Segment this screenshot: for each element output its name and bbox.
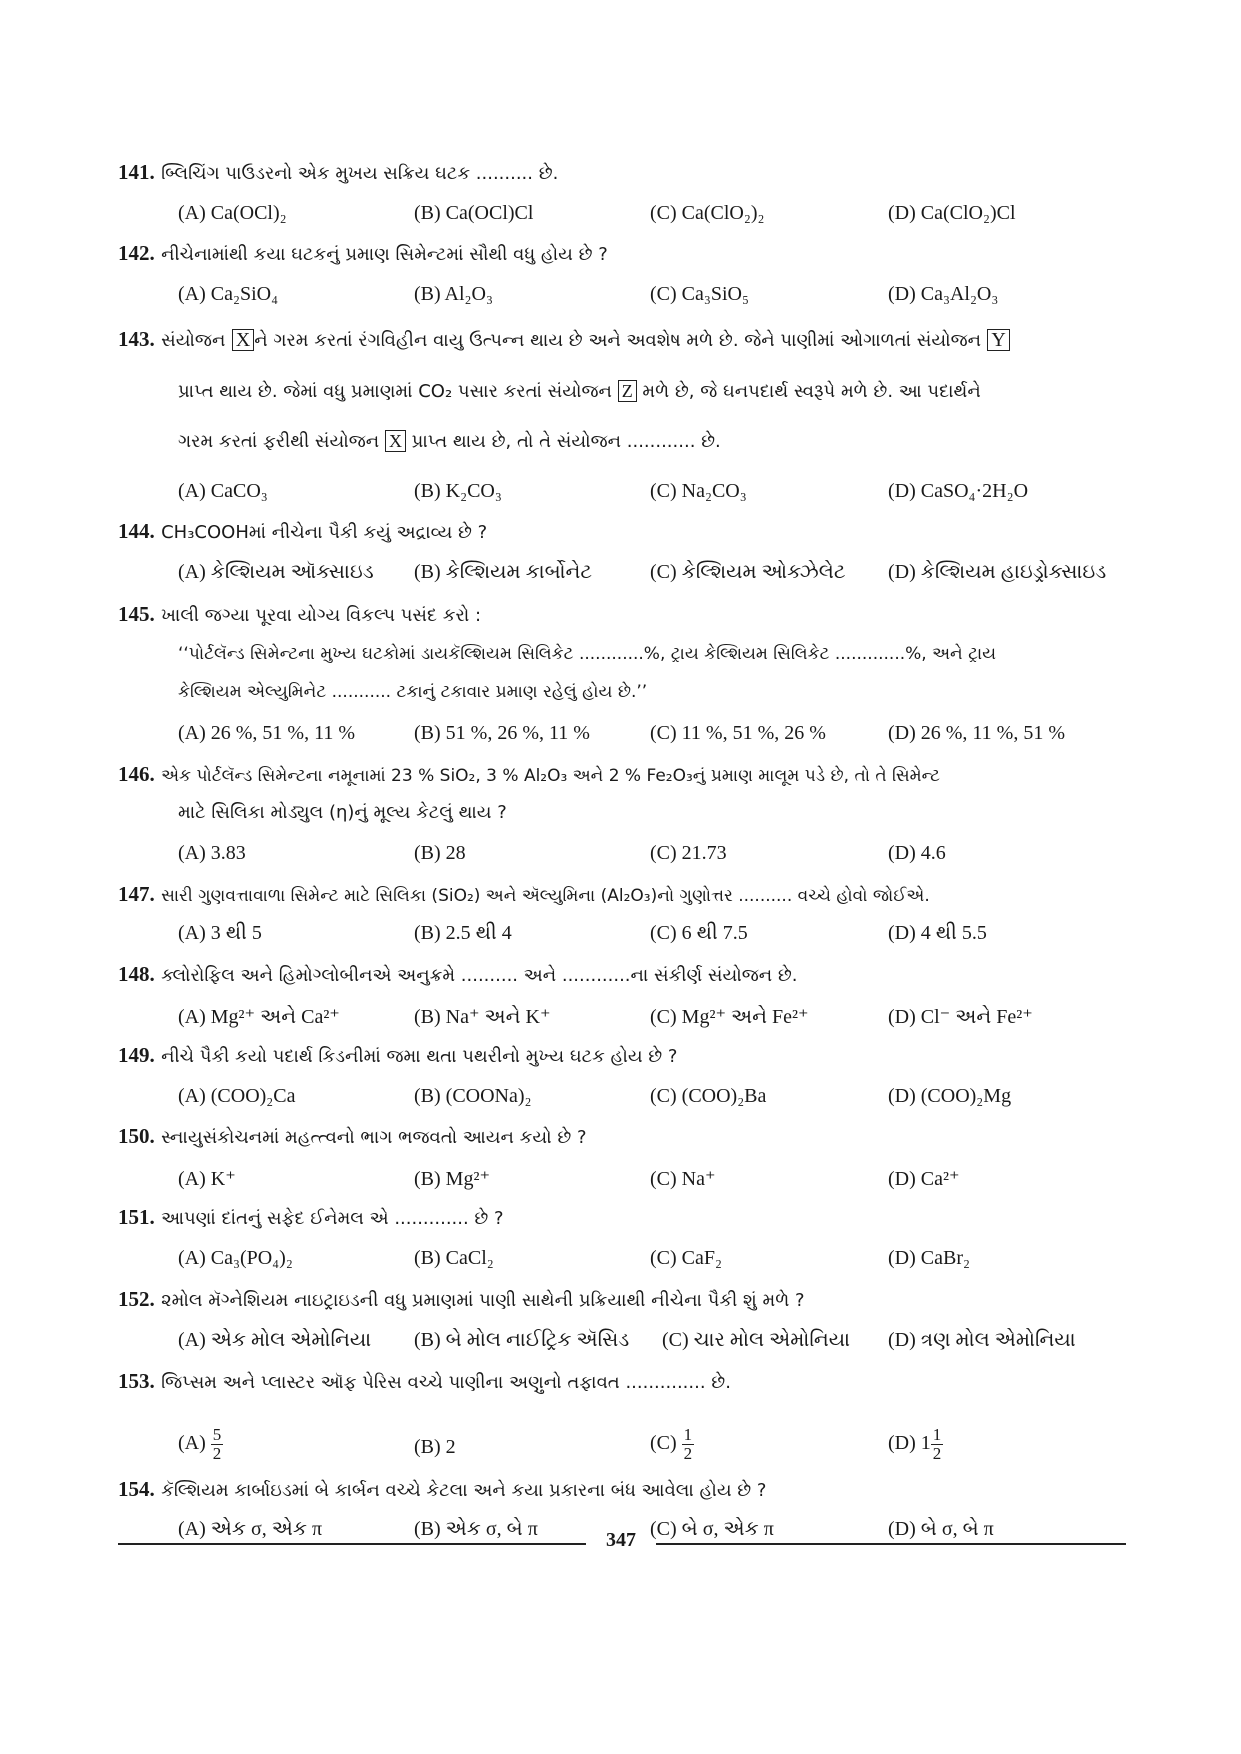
question-stem: આપણાં દાંતનું સફેદ ઈનેમલ એ ............. છે ? <box>161 1208 504 1229</box>
option-a: (A) Ca₂SiO₄ <box>178 283 279 305</box>
options-141 <box>178 202 1138 232</box>
option-b: (B) 28 <box>414 842 466 864</box>
question-143 <box>118 327 1128 353</box>
option-a <box>178 1426 223 1463</box>
option-c: (C) Ca(ClO₂)₂ <box>650 202 765 224</box>
question-number: 153. <box>118 1369 155 1393</box>
option-b: (B) CaCl₂ <box>414 1247 494 1269</box>
compound-box-y: Y <box>987 329 1009 351</box>
question-stem: ખાલી જગ્યા પૂરવા યોગ્ય વિકલ્પ પસંદ કરો : <box>161 605 482 626</box>
question-number: 146. <box>118 762 155 786</box>
option-d: (D) કેલ્શિયમ હાઇડ્રોક્સાઇડ <box>888 561 1107 583</box>
question-150 <box>118 1124 1128 1150</box>
question-146-line-2: માટે સિલિકા મોડ્યુલ (η)નું મૂલ્ય કેટલું થાય ? <box>178 802 507 823</box>
fraction-numerator: 1 <box>932 1425 942 1444</box>
option-d <box>888 1426 943 1463</box>
option-b: (B) K₂CO₃ <box>414 480 502 502</box>
options-150 <box>178 1166 1138 1196</box>
compound-box-z: Z <box>618 380 637 402</box>
option-a: (A) Ca(OCl)₂ <box>178 202 287 224</box>
question-number: 152. <box>118 1287 155 1311</box>
options-143 <box>178 480 1138 510</box>
option-c <box>650 1426 694 1463</box>
question-stem: CH₃COOHમાં નીચેના પૈકી કયું અદ્રાવ્ય છે ? <box>161 522 488 543</box>
options-144 <box>178 561 1138 591</box>
option-d: (D) CaSO₄·2H₂O <box>888 480 1029 502</box>
question-144 <box>118 519 1128 545</box>
option-b: (B) Ca(OCl)Cl <box>414 202 534 224</box>
question-145-line-3: કેલ્શિયમ એલ્યુમિનેટ ........... ટકાનું ટકાવાર પ્રમાણ રહેલું હોય છે.’’ <box>178 682 648 702</box>
question-number: 144. <box>118 519 155 543</box>
option-label: (C) <box>650 1432 677 1455</box>
question-145 <box>118 602 1128 628</box>
option-c: (C) Na₂CO₃ <box>650 480 747 502</box>
options-153 <box>178 1420 1138 1464</box>
option-a: (A) 3 થી 5 <box>178 922 262 944</box>
question-stem: ક્લોરોફિલ અને હિમોગ્લોબીનએ અનુક્રમે .......... અને ............ના સંકીર્ણ સંયોજન છે. <box>161 965 798 986</box>
question-143-line-2 <box>178 380 1138 404</box>
option-b: (B) Na⁺ અને K⁺ <box>414 1006 551 1028</box>
option-label: (A) <box>178 1432 206 1455</box>
question-143-line-3 <box>178 430 1138 454</box>
question-151 <box>118 1205 1128 1231</box>
option-label: (D) 1 <box>888 1432 931 1455</box>
question-stem: ૨મોલ મૅગ્નેશિયમ નાઇટ્રાઇડની વધુ પ્રમાણમાં પાણી સાથેની પ્રક્રિયાથી નીચેના પૈકી શું મળે ? <box>161 1290 805 1311</box>
question-145-line-2: ‘‘પોર્ટલૅન્ડ સિમેન્ટના મુખ્ય ઘટકોમાં ડાયકૅલ્શિયમ સિલિકેટ ............%, ટ્રાય કેલ્શિયમ સિલિકેટ .............%, અને ટ્રાય <box>178 644 997 664</box>
option-a: (A) એક σ, એક π <box>178 1518 323 1540</box>
options-148 <box>178 1004 1138 1034</box>
option-c: (C) 6 થી 7.5 <box>650 922 748 944</box>
option-b: (B) કેલ્શિયમ કાર્બોનેટ <box>414 561 593 583</box>
question-148 <box>118 962 1128 988</box>
question-stem: સારી ગુણવત્તાવાળા સિમેન્ટ માટે સિલિકા (SiO₂) અને ઍલ્યુમિના (Al₂O₃)નો ગુણોત્તર .......... વચ્ચે હોવો જોઈએ. <box>161 886 930 906</box>
option-b: (B) એક σ, બે π <box>414 1518 538 1540</box>
option-c: (C) 21.73 <box>650 842 727 864</box>
option-d: (D) Ca₃Al₂O₃ <box>888 283 999 305</box>
option-b: (B) બે મોલ નાઈટ્રિક ઍસિડ <box>414 1329 630 1351</box>
option-c: (C) 11 %, 51 %, 26 % <box>650 722 826 744</box>
question-number: 148. <box>118 962 155 986</box>
option-a: (A) CaCO₃ <box>178 480 268 502</box>
option-d: (D) CaBr₂ <box>888 1247 970 1269</box>
compound-box-x: X <box>232 329 254 351</box>
question-number: 150. <box>118 1124 155 1148</box>
option-a: (A) 3.83 <box>178 842 246 864</box>
option-c: (C) ચાર મોલ એમોનિયા <box>662 1329 851 1351</box>
option-a: (A) K⁺ <box>178 1168 236 1190</box>
question-stem-part: ને ગરમ કરતાં રંગવિહીન વાયુ ઉત્પન્ન થાય છે અને અવશેષ મળે છે. જેને પાણીમાં ઓગાળતાં સંયોજન <box>254 330 982 351</box>
option-d: (D) Ca(ClO₂)Cl <box>888 202 1016 224</box>
option-c: (C) CaF₂ <box>650 1247 722 1269</box>
fraction-denominator: 2 <box>683 1444 693 1463</box>
option-a: (A) કેલ્શિયમ ઑક્સાઇડ <box>178 561 374 583</box>
text-part: ગરમ કરતાં ફરીથી સંયોજન <box>178 431 380 452</box>
option-b: (B) 2 <box>414 1436 456 1458</box>
question-stem: કૅલ્શિયમ કાર્બાઇડમાં બે કાર્બન વચ્ચે કેટલા અને કયા પ્રકારના બંધ આવેલા હોય છે ? <box>161 1480 767 1501</box>
fraction-numerator: 1 <box>683 1425 693 1444</box>
options-151 <box>178 1247 1138 1277</box>
question-152 <box>118 1287 1128 1313</box>
options-147 <box>178 922 1138 952</box>
options-145 <box>178 722 1138 752</box>
options-152 <box>178 1329 1138 1359</box>
option-d: (D) 26 %, 11 %, 51 % <box>888 722 1066 744</box>
question-stem: નીચે પૈકી કયો પદાર્થ કિડનીમાં જમા થતા પથરીનો મુખ્ય ઘટક હોય છે ? <box>161 1046 678 1067</box>
question-number: 143. <box>118 327 155 351</box>
fraction-denominator: 2 <box>932 1444 942 1463</box>
options-142 <box>178 283 1138 313</box>
question-153 <box>118 1369 1128 1395</box>
options-146 <box>178 842 1138 872</box>
question-number: 154. <box>118 1477 155 1501</box>
question-number: 149. <box>118 1043 155 1067</box>
question-141 <box>118 160 1128 186</box>
option-a: (A) એક મોલ એમોનિયા <box>178 1329 372 1351</box>
fraction-one-half <box>931 1426 944 1463</box>
option-b: (B) (COONa)₂ <box>414 1085 532 1107</box>
question-number: 147. <box>118 882 155 906</box>
option-c: (C) Mg²⁺ અને Fe²⁺ <box>650 1006 809 1028</box>
fraction-numerator: 5 <box>212 1425 222 1444</box>
option-d: (D) (COO)₂Mg <box>888 1085 1012 1107</box>
question-stem: બ્લિચિંગ પાઉડરનો એક મુખય સક્રિય ઘટક .......... છે. <box>161 163 559 184</box>
fraction-denominator: 2 <box>212 1444 222 1463</box>
question-stem: એક પોર્ટલૅન્ડ સિમેન્ટના નમૂનામાં 23 % SiO₂, 3 % Al₂O₃ અને 2 % Fe₂O₃નું પ્રમાણ માલૂમ પડે છે, તો તે સિમેન્ટ <box>161 766 941 786</box>
options-149 <box>178 1085 1138 1115</box>
question-146 <box>118 762 1128 788</box>
question-154 <box>118 1477 1128 1503</box>
compound-box-x: X <box>385 430 406 452</box>
question-number: 141. <box>118 160 155 184</box>
option-c: (C) Ca₃SiO₅ <box>650 283 749 305</box>
question-142 <box>118 241 1128 267</box>
text-part: મળે છે, જે ઘનપદાર્થ સ્વરૂપે મળે છે. આ પદાર્થને <box>642 381 981 402</box>
option-d: (D) Ca²⁺ <box>888 1168 960 1190</box>
option-c: (C) કેલ્શિયમ ઓક્ઝેલેટ <box>650 561 846 583</box>
question-149 <box>118 1043 1128 1069</box>
page-number: 347 <box>606 1529 636 1551</box>
option-c: (C) Na⁺ <box>650 1168 716 1190</box>
option-d: (D) 4 થી 5.5 <box>888 922 987 944</box>
option-d: (D) ત્રણ મોલ એમોનિયા <box>888 1329 1076 1351</box>
question-number: 142. <box>118 241 155 265</box>
option-b: (B) Mg²⁺ <box>414 1168 490 1190</box>
option-a: (A) (COO)₂Ca <box>178 1085 296 1107</box>
option-d: (D) 4.6 <box>888 842 946 864</box>
option-d: (D) બે σ, બે π <box>888 1518 994 1540</box>
option-c: (C) (COO)₂Ba <box>650 1085 767 1107</box>
fraction-one-half <box>682 1426 695 1463</box>
fraction-five-halves <box>211 1426 224 1463</box>
question-stem-part: સંયોજન <box>161 330 226 351</box>
option-a: (A) Mg²⁺ અને Ca²⁺ <box>178 1006 340 1028</box>
options-154 <box>178 1518 1138 1548</box>
option-d: (D) Cl⁻ અને Fe²⁺ <box>888 1006 1033 1028</box>
question-147 <box>118 882 1128 908</box>
text-part: પ્રાપ્ત થાય છે. જેમાં વધુ પ્રમાણમાં CO₂ પસાર કરતાં સંયોજન <box>178 381 612 402</box>
question-stem: સ્નાયુસંકોચનમાં મહત્ત્વનો ભાગ ભજવતો આયન કયો છે ? <box>161 1127 587 1148</box>
question-number: 145. <box>118 602 155 626</box>
question-stem: જિપ્સમ અને પ્લાસ્ટર ઑફ પેરિસ વચ્ચે પાણીના અણુનો તફાવત .............. છે. <box>161 1372 731 1393</box>
option-c: (C) બે σ, એક π <box>650 1518 774 1540</box>
text-part: પ્રાપ્ત થાય છે, તો તે સંયોજન ............ છે. <box>411 431 721 452</box>
option-a: (A) 26 %, 51 %, 11 % <box>178 722 356 744</box>
option-b: (B) 2.5 થી 4 <box>414 922 512 944</box>
option-a: (A) Ca₃(PO₄)₂ <box>178 1247 293 1269</box>
option-b: (B) 51 %, 26 %, 11 % <box>414 722 590 744</box>
question-number: 151. <box>118 1205 155 1229</box>
question-stem: નીચેનામાંથી કયા ઘટકનું પ્રમાણ સિમેન્ટમાં સૌથી વધુ હોય છે ? <box>161 244 608 265</box>
option-b: (B) Al₂O₃ <box>414 283 493 305</box>
